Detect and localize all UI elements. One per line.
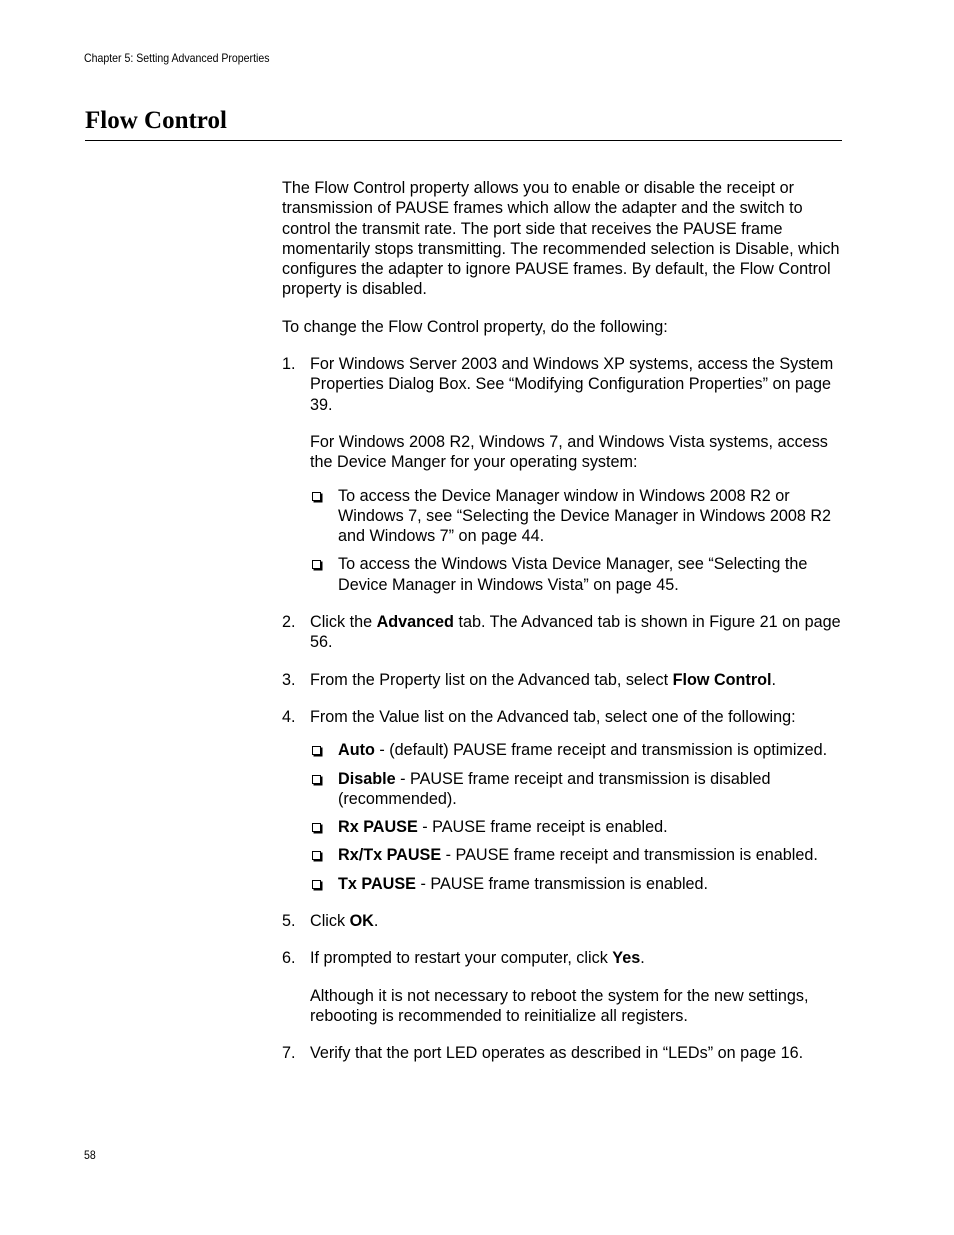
steps-list [282,354,847,1063]
checkbox-bullet-icon [312,851,321,860]
bullet-text: To access the Windows Vista Device Manager, see “Selecting the Device Manager in Windows Vista” on page 45. [338,555,808,594]
step-3 [282,670,847,690]
list-item [310,874,847,894]
option-description: - PAUSE frame receipt and transmission is disabled (recommended). [338,769,771,808]
step-number: 7. [282,1044,296,1063]
step-note: Although it is not necessary to reboot the system for the new settings, rebooting is recommended to reinitialize all registers. [310,986,809,1025]
step-note: For Windows 2008 R2, Windows 7, and Windows Vista systems, access the Device Manger for your operating system: [310,432,828,472]
step-text-tail: . [373,912,379,931]
step-number: 5. [282,912,296,931]
step-text [310,911,847,931]
step-7 [282,1043,847,1063]
step-text-lead: From the Property list on the Advanced tab, select [310,670,673,689]
step-text-tail: . [640,949,645,968]
device-manager-links-list [310,486,847,595]
option-description: - (default) PAUSE frame receipt and transmission is optimized. [374,741,828,760]
list-item [310,817,847,837]
step-text [310,612,847,653]
checkbox-bullet-icon [312,880,321,889]
ui-term: Flow Control [672,670,772,689]
step-text-lead: If prompted to restart your computer, click [310,949,613,968]
step-number: 6. [282,949,296,968]
page-number: 58 [84,1148,96,1162]
checkbox-bullet-icon [312,560,321,569]
option-term: Auto [338,741,375,760]
bullet-text: To access the Device Manager window in Windows 2008 R2 or Windows 7, see “Selecting the Device Manager in Windows 2008 R2 and Windows 7” on page 44. [338,486,832,546]
step-6 [282,948,847,1026]
step-text-lead: Click [310,912,350,931]
list-item [310,486,847,547]
list-item [310,845,847,865]
step-number: 4. [282,707,296,726]
list-item [310,554,847,595]
list-item [310,740,847,760]
step-number: 1. [282,355,296,374]
step-2 [282,612,847,653]
step-text [310,948,847,968]
checkbox-bullet-icon [312,823,321,832]
step-text: For Windows Server 2003 and Windows XP systems, access the System Properties Dialog Box. See “Modifying Configuration Properties” on page 39. [310,355,834,414]
list-item [310,769,847,810]
step-number: 2. [282,613,296,632]
checkbox-bullet-icon [312,775,321,784]
step-text-lead: Click the [310,613,377,632]
ui-term: Advanced [376,613,454,632]
body-text [282,178,847,1081]
option-term: Rx PAUSE [338,818,418,837]
running-header: Chapter 5: Setting Advanced Properties [84,51,270,65]
title-rule [85,140,842,141]
ui-term: OK [349,912,374,931]
step-text: Verify that the port LED operates as described in “LEDs” on page 16. [310,1044,804,1063]
step-text [310,670,847,690]
step-text-tail: tab. The Advanced tab is shown in Figure 21 on page 56. [310,613,841,652]
option-term: Tx PAUSE [338,874,416,893]
ui-term: Yes [612,949,641,968]
step-text: From the Value list on the Advanced tab, select one of the following: [310,707,796,726]
instructions-lead-in: To change the Flow Control property, do the following: [282,317,668,336]
step-number: 3. [282,670,296,689]
option-term: Rx/Tx PAUSE [338,846,442,865]
step-1 [282,354,847,595]
step-4 [282,707,847,894]
intro-paragraph: The Flow Control property allows you to enable or disable the receipt or transmission of PAUSE frames which allow the adapter and the switch to control the transmit rate. The port side that receives the PAUSE frame momentarily stops transmitting. The recommended selection is Disable, which configures the adapter to ignore PAUSE frames. By default, the Flow Control property is disabled. [282,179,840,299]
section-title: Flow Control [85,107,227,134]
value-options-list [310,740,847,894]
option-term: Disable [338,769,396,788]
option-description: - PAUSE frame receipt is enabled. [417,818,668,837]
step-5 [282,911,847,931]
option-description: - PAUSE frame transmission is enabled. [415,874,709,893]
step-text-tail: . [771,670,777,689]
checkbox-bullet-icon [312,746,321,755]
option-description: - PAUSE frame receipt and transmission is enabled. [441,846,818,865]
checkbox-bullet-icon [312,492,321,501]
